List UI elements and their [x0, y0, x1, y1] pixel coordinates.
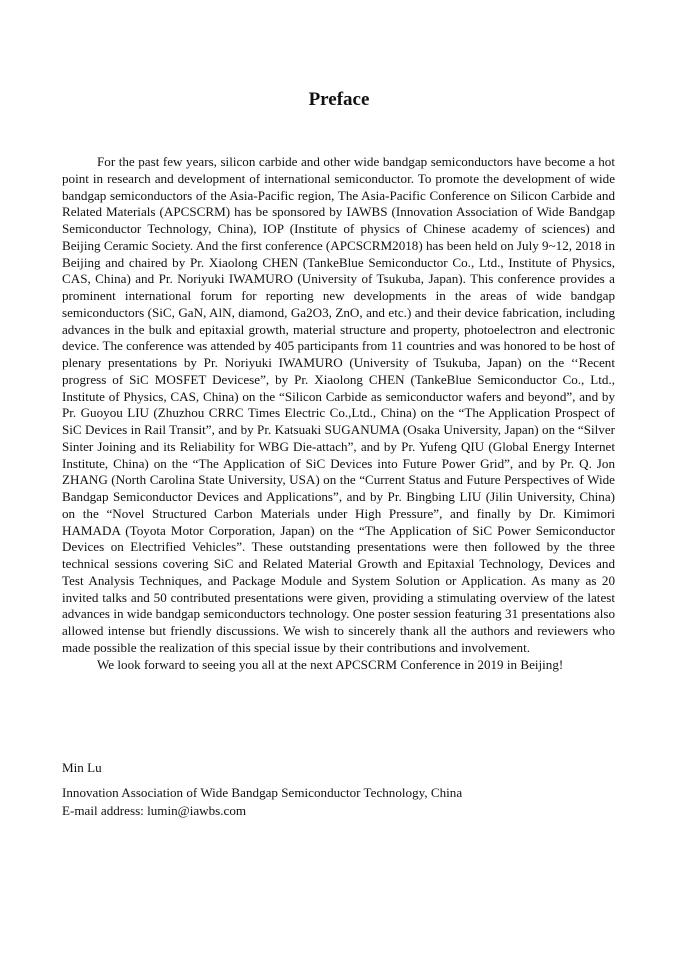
paragraph: For the past few years, silicon carbide and other wide bandgap semiconductors have become a hot point in research and development of international semiconductor. To promote the development of wide bandgap semiconductors of the Asia-Pacific region, The Asia-Pacific Conference on Silicon Carbide and Related Materials (APCSCRM) has be sponsored by IAWBS (Innovation Association of Wide Bandgap Semiconductor Technology, China), IOP (Institute of physics of Chinese academy of sciences) and Beijing Ceramic Society. And the first conference (APCSCRM2018) has been held on July 9~12, 2018 in Beijing and chaired by Pr. Xiaolong CHEN (TankeBlue Semiconductor Co., Ltd., Institute of Physics, CAS, China) and Pr. Noriyuki IWAMURO (University of Tsukuba, Japan). This conference provides a prominent international forum for reporting new developments in the areas of wide bandgap semiconductors (SiC, GaN, AlN, diamond, Ga2O3, ZnO, and etc.) and their device fabrication, including advances in the bulk and epitaxial growth, material structure and property, photoelectron and electronic device. The conference was attended by 405 participants from 11 countries and was honored to be host of plenary presentations by Pr. Noriyuki IWAMURO (University of Tsukuba, Japan) on the ‘‘Recent progress of SiC MOSFET Devicese”, by Pr. Xiaolong CHEN (TankeBlue Semiconductor Co., Ltd., Institute of Physics, CAS, China) on the “Silicon Carbide as semiconductor wafers and beyond”, and by Pr. Guoyou LIU (Zhuzhou CRRC Times Electric Co.,Ltd., China) on the “The Application Prospect of SiC Devices in Rail Transit”, and by Pr. Katsuaki SUGANUMA (Osaka University, Japan) on the “Silver Sinter Joining and its Reliability for WBG Die-attach”, and by Pr. Yufeng QIU (Global Energy Internet Institute, China) on the “The Application of SiC Devices into Future Power Grid”, and by Pr. Q. Jon ZHANG (North Carolina State University, USA) on the “Current Status and Future Perspectives of Wide Bandgap Semiconductor Devices and Applications”, and by Pr. Bingbing LIU (Jilin University, China) on the “Novel Structured Carbon Materials under High Pressure”, and finally by Dr. Kimimori HAMADA (Toyota Motor Corporation, Japan) on the “The Application of SiC Power Semiconductor Devices on Electrified Vehicles”. These outstanding presentations were then followed by the three technical sessions covering SiC and Related Material Growth and Epitaxial Technology, Devices and Test Analysis Techniques, and Package Module and System Solution or Application. As many as 20 invited talks and 50 contributed presentations were given, providing a stimulating overview of the latest advances in wide bandgap semiconductors technology. One poster session featuring 31 presentations also allowed intense but friendly discussions. We wish to sincerely thank all the authors and reviewers who made possible the realization of this special issue by their contributions and involvement.: [62, 154, 615, 655]
author-name: Min Lu: [62, 760, 102, 775]
author-affiliation: Innovation Association of Wide Bandgap Semiconductor Technology, China: [62, 785, 463, 800]
preface-body: [62, 154, 615, 673]
author-email: E-mail address: lumin@iawbs.com: [62, 803, 247, 818]
page-title: Preface: [308, 89, 370, 110]
paragraph: We look forward to seeing you all at the next APCSCRM Conference in 2019 in Beijing!: [97, 656, 564, 672]
